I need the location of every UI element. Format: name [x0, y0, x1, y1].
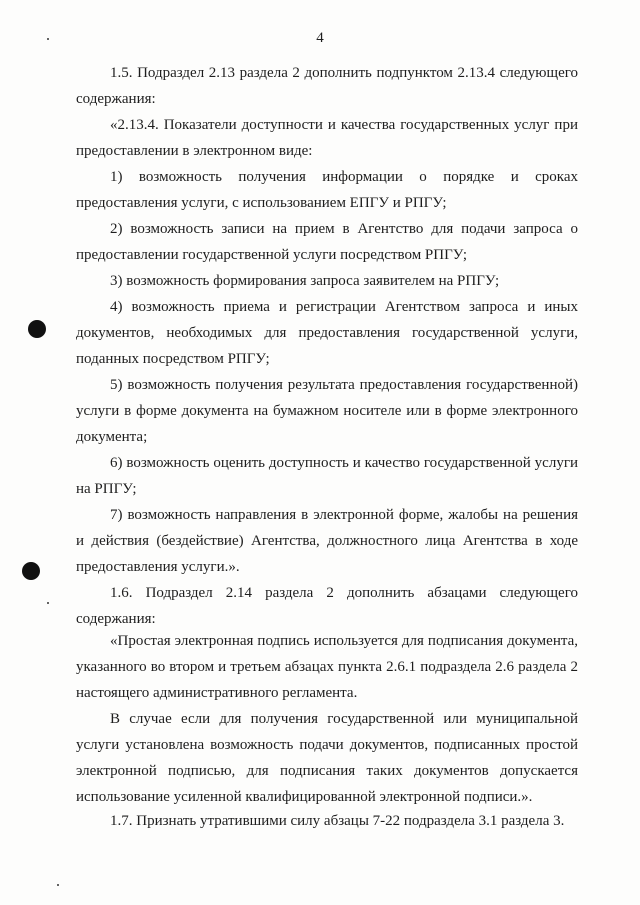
paragraph-1-7: 1.7. Признать утратившими силу абзацы 7-22 подраздела 3.1 раздела 3. — [110, 813, 565, 829]
paragraph-simple-signature: «Простая электронная подпись используется для подписания документа, указанного во втором и третьем абзацах пункта 2.6.1 подраздела 2.6 раздела 2 настоящего административного регламента. — [76, 633, 578, 701]
list-item-1: 1) возможность получения информации о порядке и сроках предоставления услуги, с использованием ЕПГУ и РПГУ; — [76, 169, 578, 211]
scan-speck — [47, 602, 49, 604]
list-item-3: 3) возможность формирования запроса заявителем на РПГУ; — [110, 273, 500, 289]
scan-speck — [47, 38, 49, 40]
paragraph-1-5: 1.5. Подраздел 2.13 раздела 2 дополнить подпунктом 2.13.4 следующего содержания: — [76, 65, 578, 107]
punch-hole-upper — [28, 320, 46, 338]
list-item-5: 5) возможность получения результата предоставления государственной) услуги в форме документа на бумажном носителе или в форме электронного документа; — [76, 377, 578, 445]
list-item-4: 4) возможность приема и регистрации Агентством запроса и иных документов, необходимых для предоставления государственной услуги, поданных посредством РПГУ; — [76, 299, 578, 367]
paragraph-2-13-4-heading: «2.13.4. Показатели доступности и качества государственных услуг при предоставлении в электронном виде: — [76, 117, 578, 159]
scan-speck — [57, 884, 59, 886]
list-item-2: 2) возможность записи на прием в Агентство для подачи запроса о предоставлении государственной услуги посредством РПГУ; — [76, 221, 578, 263]
paragraph-qualified-signature: В случае если для получения государственной или муниципальной услуги установлена возможность подачи документов, подписанных простой электронной подписью, для подписания таких документов допускается использование усиленной квалифицированной электронной подписи.». — [76, 711, 578, 805]
paragraph-1-6: 1.6. Подраздел 2.14 раздела 2 дополнить абзацами следующего содержания: — [76, 585, 578, 627]
page-number: 4 — [316, 30, 324, 46]
list-item-7: 7) возможность направления в электронной форме, жалобы на решения и действия (бездействие) Агентства, должностного лица Агентства в ходе предоставления услуги.». — [76, 507, 578, 575]
list-item-6: 6) возможность оценить доступность и качество государственной услуги на РПГУ; — [76, 455, 578, 497]
punch-hole-lower — [22, 562, 40, 580]
